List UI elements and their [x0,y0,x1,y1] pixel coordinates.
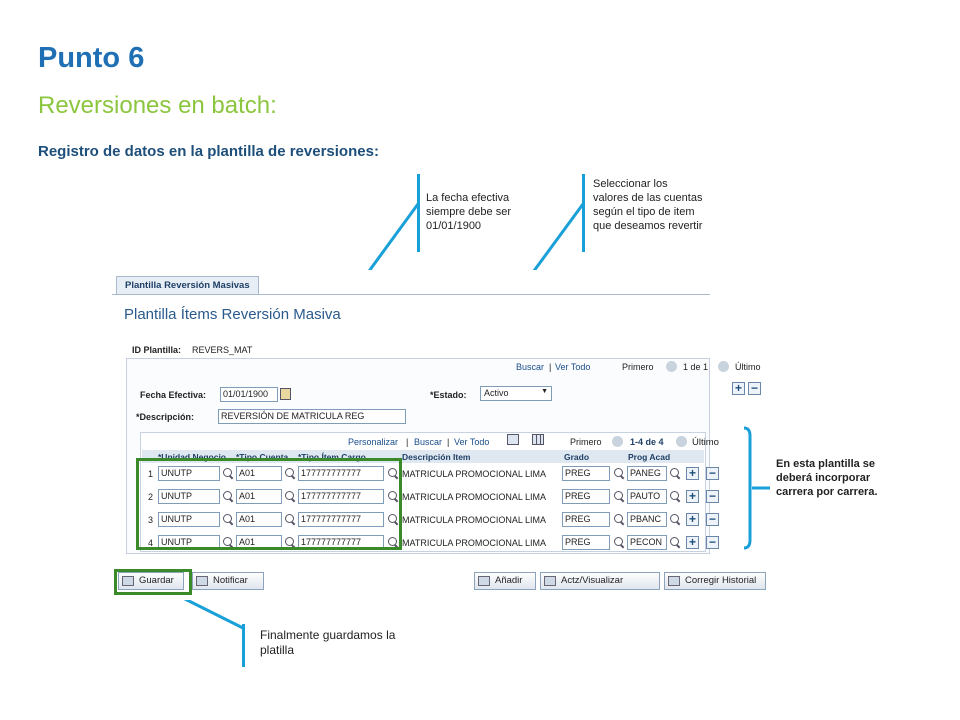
row-number: 4 [148,538,154,548]
search-icon[interactable] [670,537,681,548]
tipo-item-input[interactable]: 177777777777 [298,489,384,504]
new-window-icon[interactable] [507,434,519,445]
descripcion-label: *Descripción: [136,412,195,422]
grid-sep-2: | [447,437,450,447]
peoplesoft-screenshot [112,270,712,600]
tipo-item-input[interactable]: 177777777777 [298,512,384,527]
col-prog-acad[interactable]: Prog Acad [628,452,671,462]
tipo-item-input[interactable]: 177777777777 [298,466,384,481]
buscar-link-top[interactable]: Buscar [516,362,545,372]
grado-input[interactable]: PREG [562,512,610,527]
col-grado[interactable]: Grado [564,452,590,462]
personalizar-link[interactable]: Personalizar [348,437,399,447]
primero-top[interactable]: Primero [622,362,654,372]
descripcion-item: MATRICULA PROMOCIONAL LIMA [402,538,547,548]
tab-divider [112,294,710,295]
ver-todo-link-top[interactable]: Ver Todo [555,362,591,372]
ultimo-grid-visible[interactable]: Último [692,437,719,448]
corregir-label: Corregir Historial [685,575,757,586]
callout-bar-guardar [242,624,245,667]
highlight-guardar [114,569,192,595]
add-row-button[interactable]: + [686,467,699,480]
estado-value: Activo [484,388,509,398]
primero-grid[interactable]: Primero [570,437,602,447]
unidad-input[interactable]: UNUTP [158,535,220,550]
history-icon [668,576,680,586]
col-unidad[interactable]: *Unidad Negocio [158,452,227,462]
search-icon[interactable] [614,537,625,548]
corregir-historial-button[interactable] [664,572,766,590]
download-grid-icon[interactable] [532,434,544,445]
add-icon [478,576,490,586]
actz-label: Actz/Visualizar [561,575,624,586]
unidad-input[interactable]: UNUTP [158,489,220,504]
slide-subtitle: Reversiones en batch: [38,92,277,119]
calendar-icon[interactable] [280,388,291,400]
search-icon[interactable] [670,514,681,525]
descripcion-item: MATRICULA PROMOCIONAL LIMA [402,492,547,502]
prev-icon-grid[interactable] [612,436,623,447]
tipo-cuenta-input[interactable]: A01 [236,466,282,481]
fecha-input[interactable]: 01/01/1900 [220,387,278,402]
tab-plantilla[interactable]: Plantilla Reversión Masivas [116,276,259,295]
slide-heading: Registro de datos en la plantilla de reversiones: [38,143,379,160]
add-row-button[interactable]: + [686,536,699,549]
delete-row-button[interactable]: − [706,490,719,503]
note-seleccionar: Seleccionar los valores de las cuentas según el tipo de item que deseamos revertir [593,178,703,232]
nav-sep-top: | [549,362,552,372]
estado-label: *Estado: [430,390,467,400]
search-icon[interactable] [614,468,625,479]
add-row-button[interactable]: + [686,490,699,503]
add-row-top[interactable]: + [732,382,745,395]
note-fecha: La fecha efectiva siempre debe ser 01/01/1900 [426,192,511,232]
anadir-button[interactable] [474,572,536,590]
unidad-input[interactable]: UNUTP [158,512,220,527]
notificar-label: Notificar [213,575,248,586]
fecha-label: Fecha Efectiva: [140,390,207,400]
dropdown-arrow-icon: ▼ [541,388,548,395]
delete-row-top[interactable]: − [748,382,761,395]
tipo-cuenta-input[interactable]: A01 [236,489,282,504]
next-icon-top[interactable] [718,361,729,372]
grado-input[interactable]: PREG [562,489,610,504]
range-grid: 1-4 de 4 [630,437,664,447]
note-guardar: Finalmente guardamos la platilla [260,628,396,657]
prog-acad-input[interactable]: PAUTO [627,489,667,504]
tipo-cuenta-input[interactable]: A01 [236,535,282,550]
grid-sep-1: | [406,437,409,447]
id-plantilla-label: ID Plantilla: [132,345,182,355]
descripcion-item: MATRICULA PROMOCIONAL LIMA [402,469,547,479]
col-tipo-cuenta[interactable]: *Tipo Cuenta [236,452,289,462]
prog-acad-input[interactable]: PECON [627,535,667,550]
tipo-cuenta-input[interactable]: A01 [236,512,282,527]
slide-title: Punto 6 [38,42,145,74]
tipo-item-input[interactable]: 177777777777 [298,535,384,550]
search-icon[interactable] [670,468,681,479]
delete-row-button[interactable]: − [706,536,719,549]
search-icon[interactable] [670,491,681,502]
search-icon[interactable] [614,491,625,502]
col-descripcion[interactable]: Descripción Item [402,452,471,462]
range-top: 1 de 1 [683,362,709,372]
notificar-button[interactable] [192,572,264,590]
prog-acad-input[interactable]: PANEG [627,466,667,481]
delete-row-button[interactable]: − [706,467,719,480]
buscar-link-grid[interactable]: Buscar [414,437,443,447]
descripcion-item: MATRICULA PROMOCIONAL LIMA [402,515,547,525]
add-row-button[interactable]: + [686,513,699,526]
page-title: Plantilla Ítems Reversión Masiva [124,306,341,323]
estado-select[interactable] [480,386,552,401]
anadir-label: Añadir [495,575,523,586]
delete-row-button[interactable]: − [706,513,719,526]
note-plantilla: En esta plantilla se deberá incorporar carrera por carrera. [776,458,878,498]
prog-acad-input[interactable]: PBANC [627,512,667,527]
guardar-label: Guardar [139,575,174,586]
row-number: 3 [148,515,154,525]
highlight-fields [136,458,402,550]
ver-todo-link-grid[interactable]: Ver Todo [454,437,490,447]
grado-input[interactable]: PREG [562,466,610,481]
actz-button[interactable] [540,572,660,590]
row-number: 2 [148,492,154,502]
col-tipo-item[interactable]: *Tipo Ítem Cargo [298,452,366,462]
next-icon-grid-visible[interactable] [676,436,687,447]
view-icon [544,576,556,586]
unidad-input[interactable]: UNUTP [158,466,220,481]
grado-input[interactable]: PREG [562,535,610,550]
prev-icon-top[interactable] [666,361,677,372]
ultimo-top-visible[interactable]: Último [735,362,761,372]
notify-icon [196,576,208,586]
row-number: 1 [148,469,154,479]
search-icon[interactable] [614,514,625,525]
descripcion-input[interactable]: REVERSIÓN DE MATRICULA REG [218,409,406,424]
id-plantilla-value: REVERS_MAT [192,345,253,355]
